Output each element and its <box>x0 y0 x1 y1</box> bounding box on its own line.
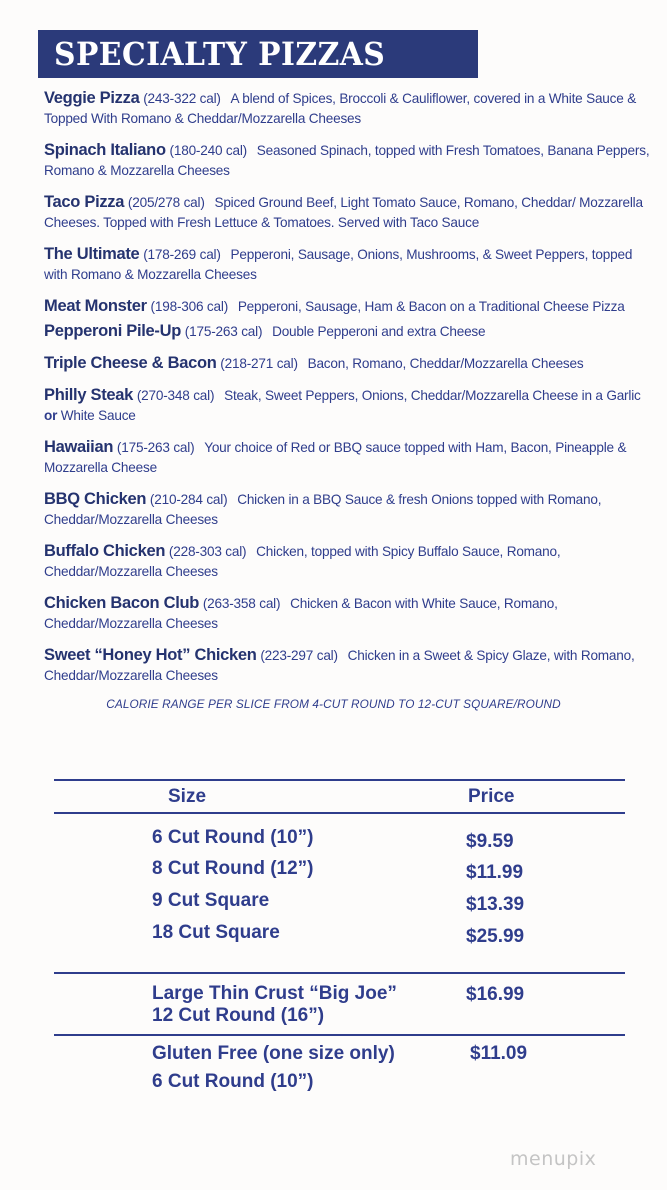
size-column-header: Size <box>168 786 207 807</box>
gluten-free-label-line1: Gluten Free (one size only) <box>152 1043 395 1064</box>
pizza-description: A blend of Spices, Broccoli & Cauliflower, covered in a White Sauce & Topped With Romano & Cheddar/Mozzarella Cheeses <box>44 91 637 126</box>
watermark-logo: menupix <box>510 1148 597 1170</box>
pizza-description: Chicken & Bacon with White Sauce, Romano, Cheddar/Mozzarella Cheeses <box>44 596 558 631</box>
pizza-calories: (218-271 cal) <box>220 356 298 371</box>
pizza-calories: (210-284 cal) <box>149 492 228 507</box>
pizza-item-spinach-italiano <box>44 140 654 181</box>
pizza-name: The Ultimate <box>44 245 140 263</box>
size-row-price: $25.99 <box>466 926 525 947</box>
pizza-description: Spiced Ground Beef, Light Tomato Sauce, Romano, Cheddar/ Mozzarella Cheeses. Topped with Fresh Lettuce & Tomatoes. Served with Taco Sauce <box>44 195 643 230</box>
gluten-free-price: $11.09 <box>470 1043 528 1064</box>
pizza-item-triple-cheese-bacon <box>44 353 654 374</box>
pizza-description: Chicken in a Sweet & Spicy Glaze, with Romano, Cheddar/Mozzarella Cheeses <box>44 648 635 683</box>
pizza-name: Sweet “Honey Hot” Chicken <box>44 646 257 664</box>
pizza-description: Your choice of Red or BBQ sauce topped with Ham, Bacon, Pineapple & Mozzarella Cheese <box>44 440 627 475</box>
pizza-description: Pepperoni, Sausage, Onions, Mushrooms, & Sweet Peppers, topped with Romano & Mozzarella Cheeses <box>44 247 633 282</box>
pizza-description-part: Steak, Sweet Peppers, Onions, Cheddar/Mozzarella Cheese in a Garlic <box>224 388 641 403</box>
pizza-name: Taco Pizza <box>44 193 125 211</box>
pizza-item-hawaiian <box>44 437 654 478</box>
section-rule <box>54 1034 625 1036</box>
pizza-name: Triple Cheese & Bacon <box>44 354 217 372</box>
pizza-name: Hawaiian <box>44 438 114 456</box>
pizza-item-meat-monster <box>44 296 654 317</box>
pizza-calories: (243-322 cal) <box>143 91 221 106</box>
pizza-item-bbq-chicken <box>44 489 654 530</box>
pizza-item-buffalo-chicken <box>44 541 654 582</box>
pizza-description: Chicken, topped with Spicy Buffalo Sauce, Romano, Cheddar/Mozzarella Cheeses <box>44 544 561 579</box>
pizza-item-sweet-honey-hot-chicken <box>44 645 654 686</box>
page-title: SPECIALTY PIZZAS <box>54 35 386 73</box>
title-banner <box>38 30 478 78</box>
pizza-calories: (270-348 cal) <box>136 388 215 403</box>
pizza-item-pepperoni-pile-up <box>44 321 654 342</box>
pizza-name: Meat Monster <box>44 297 147 315</box>
big-joe-label-line1: Large Thin Crust “Big Joe” <box>152 983 397 1004</box>
pizza-name: BBQ Chicken <box>44 490 147 508</box>
gluten-free-label-line2: 6 Cut Round (10”) <box>152 1071 314 1092</box>
size-row-label: 9 Cut Square <box>152 890 270 911</box>
pizza-name: Buffalo Chicken <box>44 542 166 560</box>
pizza-item-veggie <box>44 88 654 129</box>
big-joe-price: $16.99 <box>466 984 525 1005</box>
pizza-name: Pepperoni Pile-Up <box>44 322 182 340</box>
pizza-calories: (205/278 cal) <box>127 195 205 210</box>
size-row-label: 18 Cut Square <box>152 922 280 943</box>
pizza-calories: (228-303 cal) <box>168 544 247 559</box>
pizza-item-chicken-bacon-club <box>44 593 654 634</box>
pizza-name: Veggie Pizza <box>44 89 140 107</box>
pizza-description-emphasis: or <box>44 408 58 423</box>
size-row-price: $11.99 <box>466 862 524 883</box>
pizza-item-the-ultimate <box>44 244 654 285</box>
section-rule <box>54 972 625 974</box>
pizza-calories: (223-297 cal) <box>260 648 338 663</box>
price-column-header: Price <box>468 786 515 807</box>
size-row-label: 6 Cut Round (10”) <box>152 827 314 848</box>
pizza-description: Seasoned Spinach, topped with Fresh Tomatoes, Banana Peppers, Romano & Mozzarella Cheeses <box>44 143 650 178</box>
pizza-name: Philly Steak <box>44 386 134 404</box>
pizza-description: Chicken in a BBQ Sauce & fresh Onions topped with Romano, Cheddar/Mozzarella Cheeses <box>44 492 602 527</box>
pizza-calories: (180-240 cal) <box>169 143 248 158</box>
pizza-name: Spinach Italiano <box>44 141 166 159</box>
size-row-price: $9.59 <box>466 831 514 852</box>
pizza-calories: (198-306 cal) <box>150 299 229 314</box>
size-row-price: $13.39 <box>466 894 525 915</box>
header-rule <box>54 812 625 814</box>
pizza-calories: (175-263 cal) <box>116 440 195 455</box>
pizza-calories: (178-269 cal) <box>143 247 221 262</box>
pizza-description: Pepperoni, Sausage, Ham & Bacon on a Traditional Cheese Pizza <box>237 299 625 314</box>
big-joe-label-line2: 12 Cut Round (16”) <box>152 1005 325 1026</box>
pizza-name: Chicken Bacon Club <box>44 594 200 612</box>
pizza-list <box>44 88 654 697</box>
pizza-description <box>44 388 641 423</box>
size-row-label: 8 Cut Round (12”) <box>152 858 314 879</box>
pizza-calories: (175-263 cal) <box>184 324 263 339</box>
pizza-description: Double Pepperoni and extra Cheese <box>272 324 486 339</box>
pizza-item-philly-steak <box>44 385 654 426</box>
calorie-note: CALORIE RANGE PER SLICE FROM 4-CUT ROUND TO 12-CUT SQUARE/ROUND <box>106 697 561 711</box>
pizza-description: Bacon, Romano, Cheddar/Mozzarella Cheeses <box>307 356 584 371</box>
table-top-rule <box>54 779 625 781</box>
pizza-description-part: White Sauce <box>60 408 136 423</box>
pizza-calories: (263-358 cal) <box>202 596 281 611</box>
pizza-item-taco <box>44 192 654 233</box>
